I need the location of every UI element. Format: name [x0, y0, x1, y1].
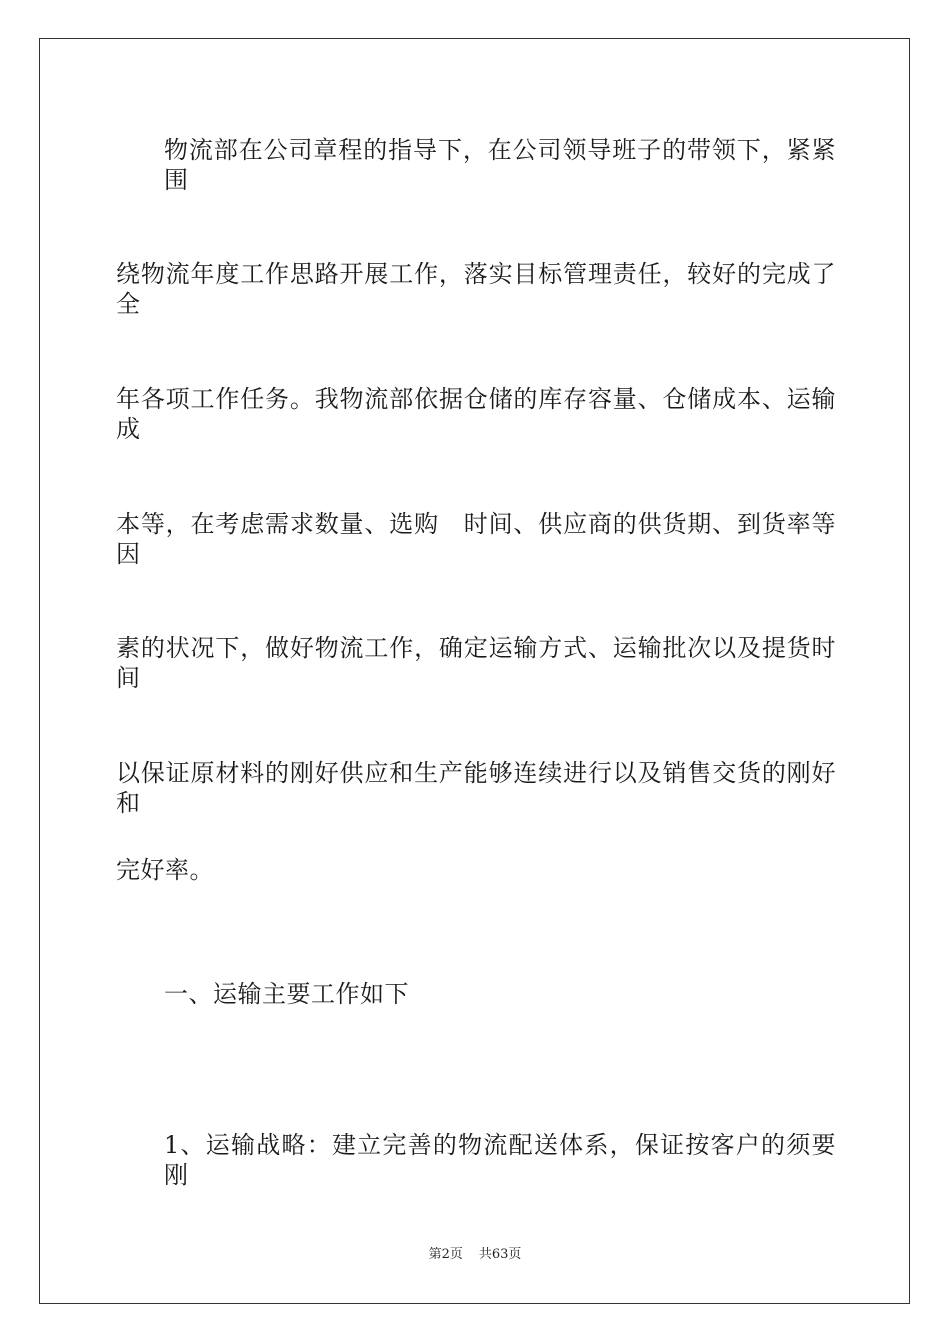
paragraph-line: 本等，在考虑需求数量、选购 时间、供应商的供货期、到货率等因 — [116, 510, 836, 568]
section-heading: 一、运输主要工作如下 — [164, 980, 409, 1008]
paragraph-line: 以保证原材料的刚好供应和生产能够连续进行以及销售交货的刚好和 — [116, 759, 836, 817]
paragraph-line: 年各项工作任务。我物流部依据仓储的库存容量、仓储成本、运输成 — [116, 385, 836, 443]
paragraph-line: 绕物流年度工作思路开展工作，落实目标管理责任，较好的完成了全 — [116, 260, 836, 318]
paragraph-line: 1、运输战略：建立完善的物流配送体系，保证按客户的须要刚 — [164, 1131, 836, 1189]
page-total: 共63页 — [478, 1247, 522, 1262]
paragraph-line: 素的状况下，做好物流工作，确定运输方式、运输批次以及提货时间 — [116, 634, 836, 692]
page-footer — [0, 1247, 950, 1263]
page-number: 第2页 — [428, 1247, 463, 1262]
paragraph-line: 完好率。 — [116, 856, 214, 884]
paragraph-line: 物流部在公司章程的指导下，在公司领导班子的带领下，紧紧围 — [164, 136, 836, 194]
